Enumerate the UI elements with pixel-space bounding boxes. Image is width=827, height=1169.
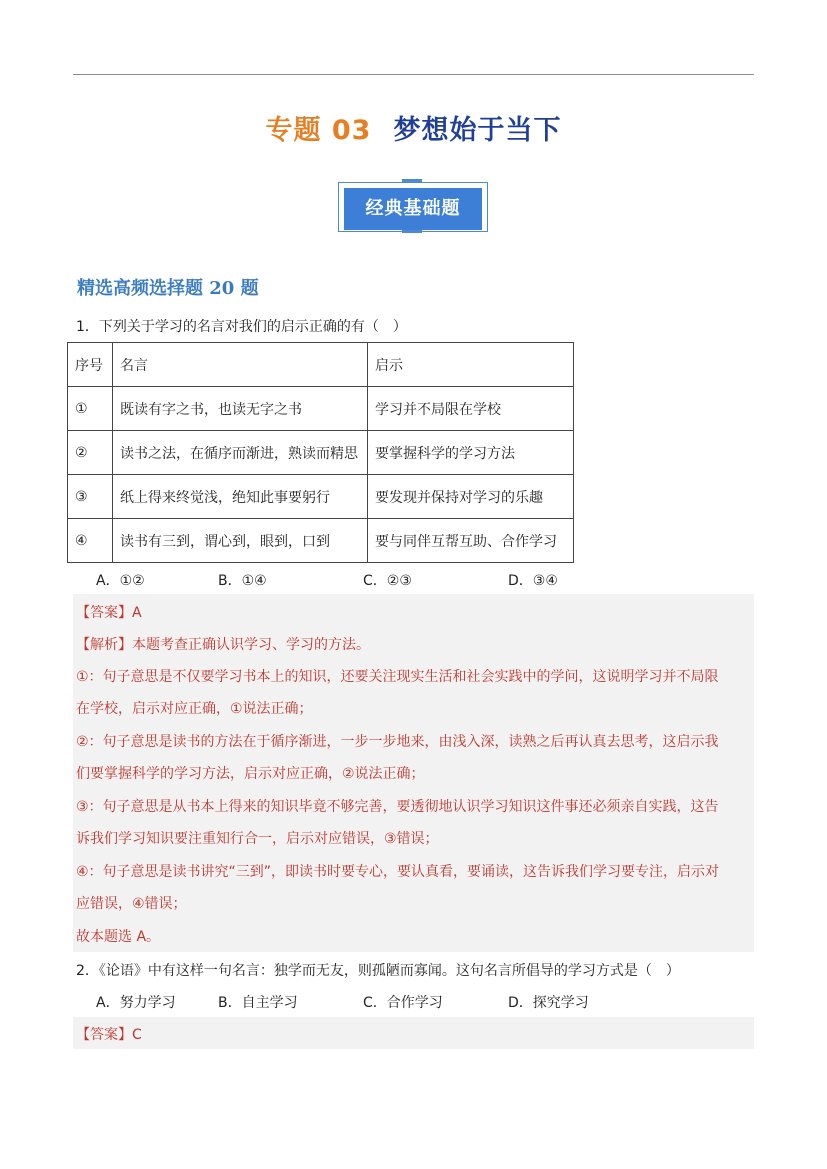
page-title [0,108,827,147]
answer-1: 【答案】A [76,605,142,621]
table-cell: 纸上得来终觉浅，绝知此事要躬行 [113,475,368,519]
answer-2: 【答案】C [76,1027,142,1043]
table-cell: ① [68,387,113,431]
table-cell: 学习并不局限在学校 [368,387,574,431]
table-header-cell: 名言 [113,343,368,387]
option-a: A．努力学习 [96,995,176,1011]
table-row [68,387,574,431]
option-d: D．探究学习 [508,995,589,1011]
conclusion-line: 故本题选 A。 [76,929,161,945]
title-number: 专题 03 [265,115,372,146]
option-d: D．③④ [508,573,558,589]
header-rule [73,74,754,75]
question-2-options [96,992,589,1012]
table-row [68,431,574,475]
table-cell: 读书有三到，谓心到，眼到，口到 [113,519,368,563]
table-cell: ③ [68,475,113,519]
analysis-line: 们要掌握科学的学习方法，启示对应正确，②说法正确； [76,766,425,782]
badge-notch-top [402,179,422,183]
badge-label: 经典基础题 [344,188,482,230]
table-header-row [68,343,574,387]
analysis-line: ③：句子意思是从书本上得来的知识毕竟不够完善，要透彻地认识学习知识这件事还必须亲自实践，这告 [76,799,719,815]
analysis-line: ①：句子意思是不仅要学习书本上的知识，还要关注现实生活和社会实践中的学问，这说明学习并不局限 [76,669,719,685]
option-c: C．②③ [363,573,412,589]
analysis-line: ②：句子意思是读书的方法在于循序渐进，一步一步地来，由浅入深，读熟之后再认真去思考，这启示我 [76,734,719,750]
quote-table [67,342,574,563]
table-header-cell: 启示 [368,343,574,387]
question-2-stem: 2．《论语》中有这样一句名言：独学而无友，则孤陋而寡闻。这句名言所倡导的学习方式是（ ） [76,963,680,979]
option-b: B．①④ [218,573,267,589]
table-header-cell: 序号 [68,343,113,387]
section-title: 精选高频选择题 20 题 [77,278,259,299]
analysis-line: 【解析】本题考查正确认识学习、学习的方法。 [76,637,370,653]
table-cell: 要发现并保持对学习的乐趣 [368,475,574,519]
option-a: A．①② [96,573,145,589]
question-1-stem: 1．下列关于学习的名言对我们的启示正确的有（ ） [76,319,407,335]
table-cell: ② [68,431,113,475]
section-badge [338,182,490,234]
table-row [68,519,574,563]
analysis-line: ④：句子意思是读书讲究“三到”，即读书时要专心，要认真看，要诵读，这告诉我们学习要专注，启示对 [76,864,720,880]
table-cell: 要与同伴互帮互助、合作学习 [368,519,574,563]
option-c: C．合作学习 [363,995,443,1011]
analysis-line: 诉我们学习知识要注重知行合一，启示对应错误，③错误； [76,831,439,847]
answer-box-2 [73,1017,754,1049]
table-cell: ④ [68,519,113,563]
table-cell: 读书之法，在循序而渐进，熟读而精思 [113,431,368,475]
title-text: 梦想始于当下 [393,115,562,146]
table-row [68,475,574,519]
question-1-options [96,570,558,590]
table-cell: 要掌握科学的学习方法 [368,431,574,475]
table-cell: 既读有字之书，也读无字之书 [113,387,368,431]
option-b: B．自主学习 [218,995,298,1011]
analysis-line: 在学校，启示对应正确，①说法正确； [76,701,313,717]
analysis-line: 应错误，④错误； [76,896,187,912]
